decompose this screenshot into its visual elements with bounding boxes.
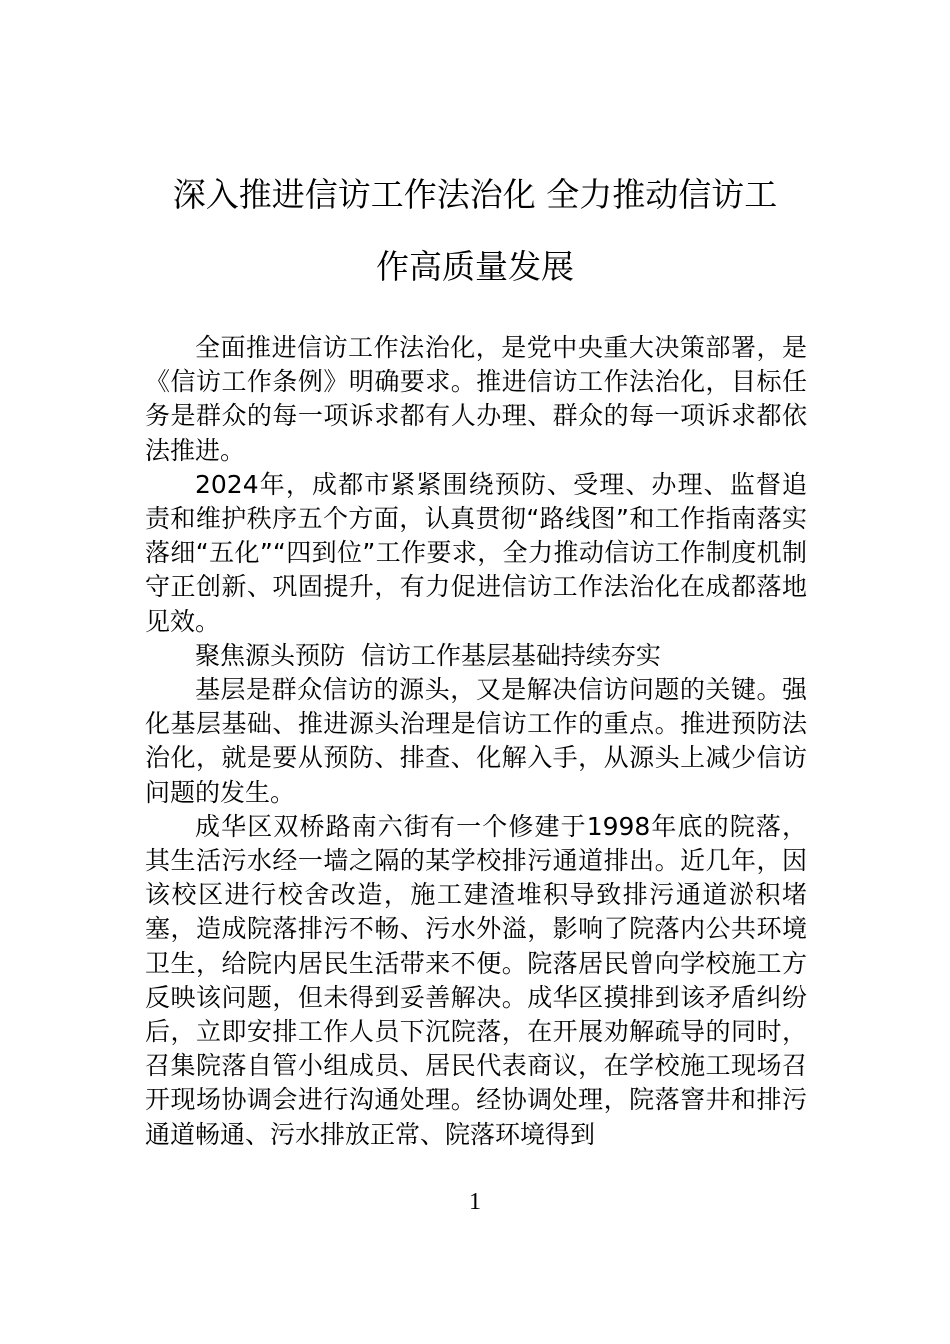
document-body	[145, 331, 807, 1152]
section-heading: 聚焦源头预防 信访工作基层基础持续夯实	[195, 640, 661, 670]
page-number: 1	[469, 1189, 481, 1215]
document-title-line1: 深入推进信访工作法治化 全力推动信访工	[172, 175, 778, 214]
paragraph-2024-summary: 2024年，成都市紧紧围绕预防、受理、办理、监督追责和维护秩序五个方面，认真贯彻“路线图”和工作指南落实落细“五化”“四到位”工作要求，全力推动信访工作制度机制守正创新、巩固提升，有力促进信访工作法治化在成都落地见效。	[145, 469, 807, 636]
document-title-line2: 作高质量发展	[376, 247, 574, 286]
paragraph-intro: 全面推进信访工作法治化，是党中央重大决策部署，是《信访工作条例》明确要求。推进信访工作法治化，目标任务是群众的每一项诉求都有人办理、群众的每一项诉求都依法推进。	[145, 333, 807, 465]
paragraph-grassroots: 基层是群众信访的源头，又是解决信访问题的关键。强化基层基础、推进源头治理是信访工作的重点。推进预防法治化，就是要从预防、排查、化解入手，从源头上减少信访问题的发生。	[145, 675, 807, 807]
paragraph-chenghua-case: 成华区双桥路南六街有一个修建于1998年底的院落，其生活污水经一墙之隔的某学校排污通道排出。近几年，因该校区进行校舍改造，施工建渣堆积导致排污通道淤积堵塞，造成院落排污不畅、污水外溢，影响了院落内公共环境卫生，给院内居民生活带来不便。院落居民曾向学校施工方反映该问题，但未得到妥善解决。成华区摸排到该矛盾纠纷后，立即安排工作人员下沉院落，在开展劝解疏导的同时，召集院落自管小组成员、居民代表商议，在学校施工现场召开现场协调会进行沟通处理。经协调处理，院落窨井和排污通道畅通、污水排放正常、院落环境得到	[145, 811, 807, 1149]
